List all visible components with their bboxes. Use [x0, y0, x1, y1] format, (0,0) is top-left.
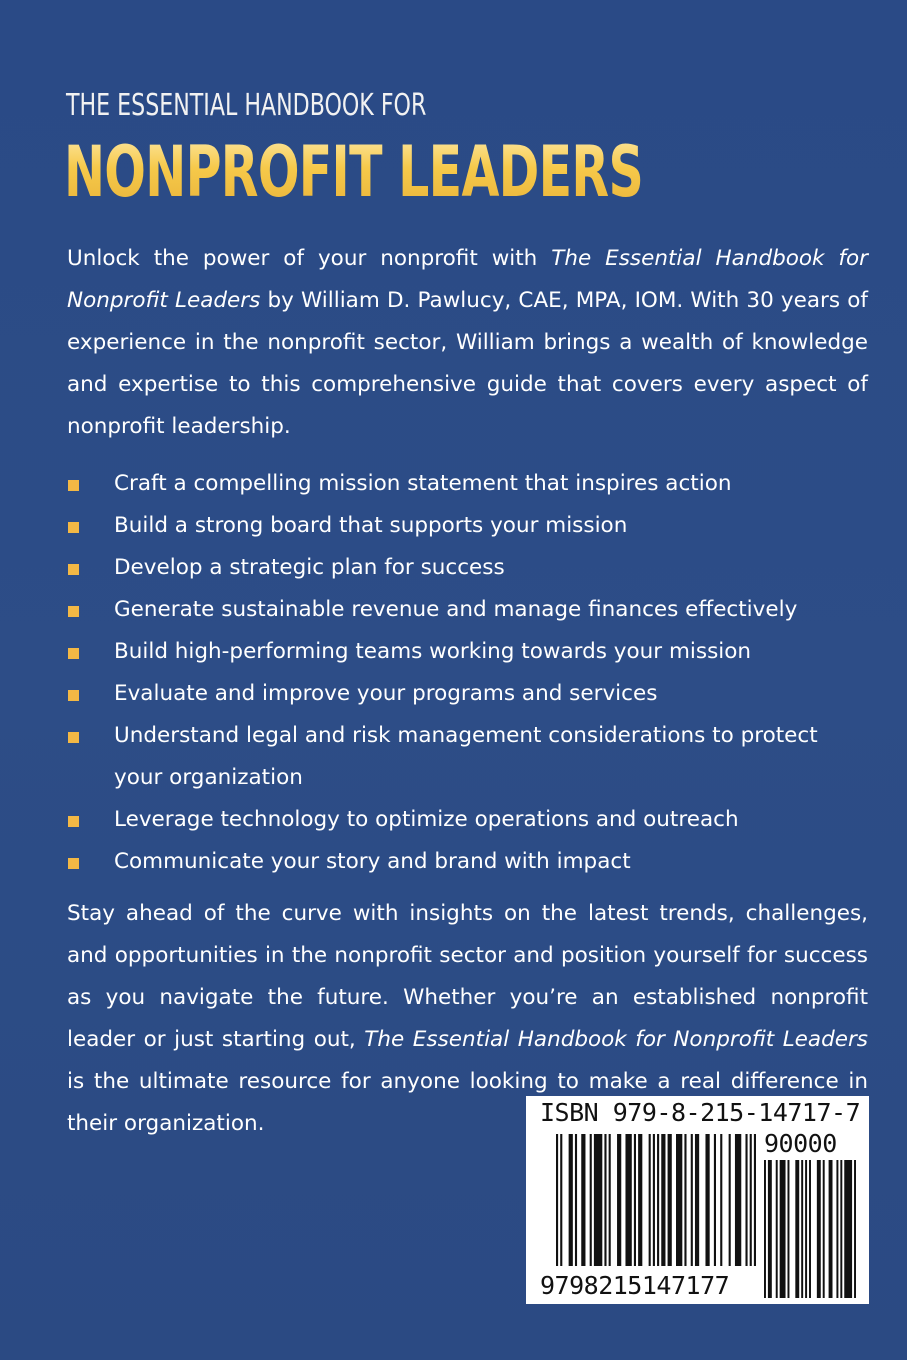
barcode-bar	[569, 1134, 573, 1266]
barcode-bar	[649, 1134, 651, 1266]
barcode-bar	[735, 1134, 741, 1266]
intro-book-title: The Essential Handbook for Nonprofit Leaders	[67, 246, 868, 313]
barcode-bar	[604, 1134, 606, 1266]
closing-book-title: The Essential Handbook for Nonprofit Leaders	[364, 1027, 868, 1052]
square-bullet-icon	[68, 816, 79, 827]
barcode-bar	[560, 1134, 562, 1266]
barcode-bar	[854, 1160, 856, 1298]
isbn-barcode	[526, 1096, 869, 1304]
barcode-bar	[801, 1160, 803, 1298]
ean-barcode-bars	[556, 1134, 756, 1266]
list-item	[67, 505, 868, 547]
barcode-bar	[805, 1160, 807, 1298]
barcode-bar	[795, 1160, 799, 1298]
list-item-text: Build high-performing teams working towards your mission	[114, 639, 752, 664]
intro-text-2: by William D. Pawlucy, CAE, MPA, IOM. With 30 years of experience in the nonprofit sector, William brings a wealth of knowledge and expertise to this comprehensive guide that covers every aspect of nonprofit leadership.	[67, 288, 868, 439]
barcode-bar	[657, 1134, 659, 1266]
barcode-bar	[776, 1160, 778, 1298]
intro-text-1: Unlock the power of your nonprofit with	[67, 246, 552, 271]
list-item	[67, 799, 868, 841]
barcode-bar	[661, 1134, 665, 1266]
barcode-bar	[714, 1134, 716, 1266]
square-bullet-icon	[68, 564, 79, 575]
list-item-text: Understand legal and risk management considerations to protect your organization	[114, 723, 818, 790]
barcode-bar	[556, 1134, 558, 1266]
main-title: NONPROFIT LEADERS	[64, 131, 644, 213]
list-item-text: Develop a strategic plan for success	[114, 555, 505, 580]
barcode-bar	[764, 1160, 766, 1298]
price-code: 90000	[764, 1129, 837, 1158]
barcode-bar	[695, 1134, 699, 1266]
list-item-text: Leverage technology to optimize operations and outreach	[114, 807, 739, 832]
barcode-bar	[676, 1134, 682, 1266]
closing-text-2: is the ultimate resource for anyone looking to make a real difference in their organization.	[67, 1069, 868, 1136]
list-item	[67, 841, 868, 883]
list-item	[67, 715, 868, 799]
isbn-number: ISBN 979-8-215-14717-7	[540, 1098, 861, 1127]
list-item	[67, 547, 868, 589]
barcode-bar	[840, 1160, 842, 1298]
square-bullet-icon	[68, 522, 79, 533]
square-bullet-icon	[68, 606, 79, 617]
list-item-text: Generate sustainable revenue and manage finances effectively	[114, 597, 798, 622]
barcode-bar	[609, 1134, 611, 1266]
square-bullet-icon	[68, 480, 79, 491]
list-item	[67, 673, 868, 715]
list-item	[67, 589, 868, 631]
list-item	[67, 631, 868, 673]
list-item	[67, 463, 868, 505]
list-item-text: Communicate your story and brand with impact	[114, 849, 631, 874]
list-item-text: Evaluate and improve your programs and services	[114, 681, 658, 706]
pre-title: THE ESSENTIAL HANDBOOK FOR	[66, 88, 427, 123]
list-item-text: Craft a compelling mission statement that inspires action	[114, 471, 732, 496]
square-bullet-icon	[68, 690, 79, 701]
barcode-bar	[581, 1134, 585, 1266]
barcode-bar	[705, 1134, 709, 1266]
barcode-bar	[729, 1134, 731, 1266]
barcode-bar	[653, 1134, 655, 1266]
closing-text-1: Stay ahead of the curve with insights on the latest trends, challenges, and opportunities in the nonprofit sector and position yourself for success as you navigate the future. Whether you’re an established nonprofit leader or just starting out,	[67, 901, 868, 1052]
barcode-bar	[787, 1160, 789, 1298]
barcode-bar	[823, 1160, 825, 1298]
barcode-bar	[594, 1134, 602, 1266]
square-bullet-icon	[68, 858, 79, 869]
barcode-bar	[668, 1134, 672, 1266]
barcode-bar	[590, 1134, 592, 1266]
barcode-bar	[684, 1134, 686, 1266]
barcode-bar	[617, 1134, 621, 1266]
barcode-bar	[836, 1160, 838, 1298]
barcode-bar	[780, 1160, 786, 1298]
barcode-bar	[575, 1134, 577, 1266]
ean-digits: 9798215147177	[540, 1271, 730, 1300]
barcode-bar	[754, 1134, 756, 1266]
barcode-bar	[809, 1160, 811, 1298]
barcode-bar	[745, 1134, 747, 1266]
barcode-bar	[817, 1160, 821, 1298]
square-bullet-icon	[68, 648, 79, 659]
square-bullet-icon	[68, 732, 79, 743]
list-item-text: Build a strong board that supports your mission	[114, 513, 628, 538]
barcode-bar	[625, 1134, 631, 1266]
barcode-bar	[844, 1160, 852, 1298]
intro-paragraph	[67, 238, 868, 448]
barcode-bar	[750, 1134, 752, 1266]
barcode-bar	[638, 1134, 642, 1266]
addon-barcode-bars	[764, 1160, 856, 1298]
barcode-bar	[634, 1134, 636, 1266]
barcode-bar	[691, 1134, 693, 1266]
barcode-bar	[768, 1160, 772, 1298]
barcode-bar	[720, 1134, 722, 1266]
barcode-bar	[829, 1160, 833, 1298]
feature-list	[67, 463, 868, 883]
